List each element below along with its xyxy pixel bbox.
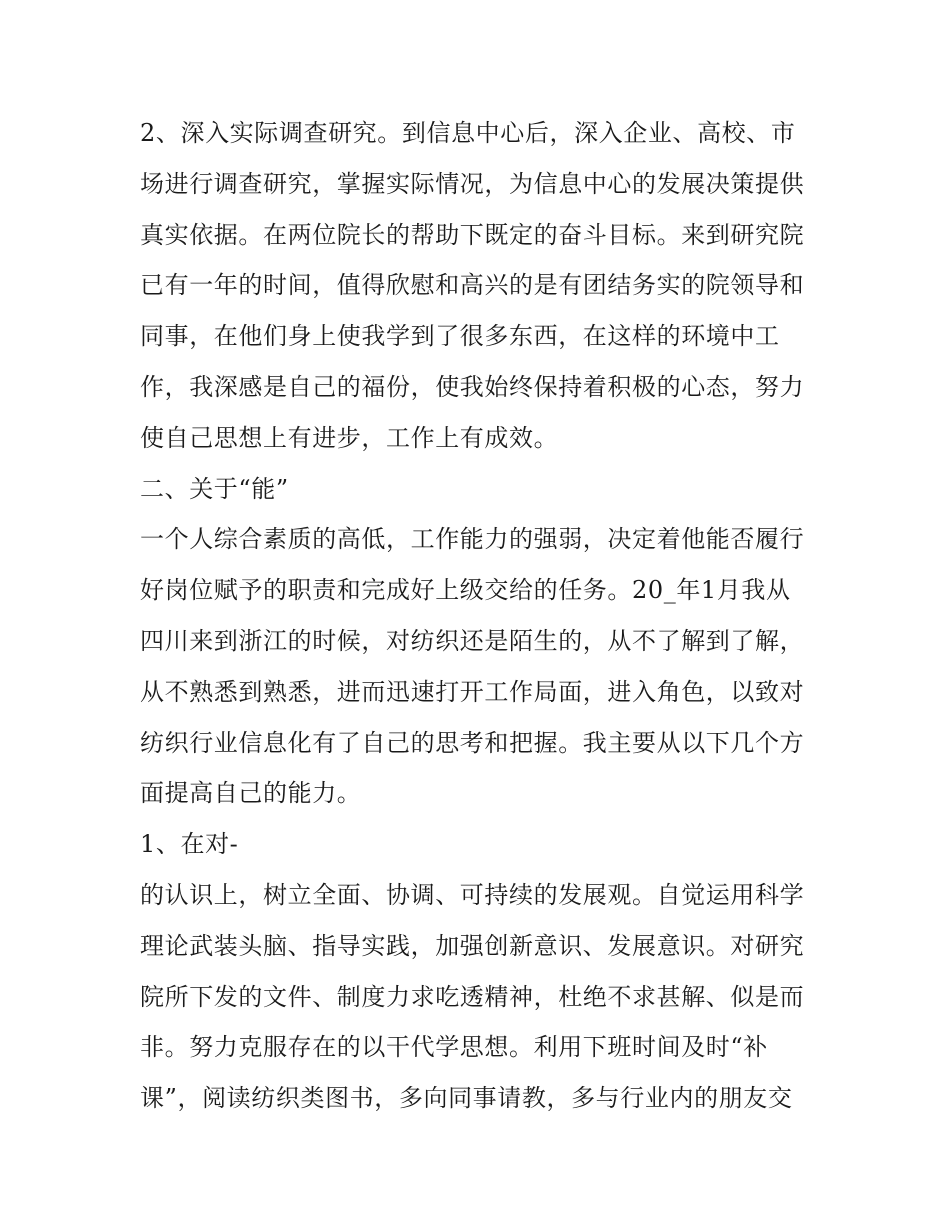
body-text bbox=[140, 108, 820, 1124]
text-line: 理论武装头脑、指导实践，加强创新意识、发展意识。对研究 bbox=[140, 931, 805, 960]
text-line: 的认识上，树立全面、协调、可持续的发展观。自觉运用科学 bbox=[140, 880, 805, 909]
text-line: 已有一年的时间，值得欣慰和高兴的是有团结务实的院领导和 bbox=[140, 271, 805, 300]
text-line: 院所下发的文件、制度力求吃透精神，杜绝不求甚解、似是而 bbox=[140, 982, 805, 1011]
text-line: 同事，在他们身上使我学到了很多东西，在这样的环境中工 bbox=[140, 322, 780, 351]
text-line: 作，我深感是自己的福份，使我始终保持着积极的心态，努力 bbox=[140, 372, 805, 401]
text-line: 使自己思想上有进步，工作上有成效。 bbox=[140, 423, 559, 452]
list-item-heading: 1、在对- bbox=[140, 830, 239, 859]
text-line: 真实依据。在两位院长的帮助下既定的奋斗目标。来到研究院 bbox=[140, 220, 805, 249]
text-line: 纺织行业信息化有了自己的思考和把握。我主要从以下几个方 bbox=[140, 728, 805, 757]
text-line: 面提高自己的能力。 bbox=[140, 779, 362, 808]
text-line: 场进行调查研究，掌握实际情况，为信息中心的发展决策提供 bbox=[140, 169, 805, 198]
text-line: 课”，阅读纺织类图书，多向同事请教，多与行业内的朋友交 bbox=[140, 1084, 793, 1113]
text-line: 2、深入实际调查研究。到信息中心后，深入企业、高校、市 bbox=[140, 119, 796, 147]
text-line: 四川来到浙江的时候，对纺织还是陌生的，从不了解到了解， bbox=[140, 626, 805, 655]
section-heading: 二、关于“能” bbox=[140, 474, 289, 503]
text-line: 好岗位赋予的职责和完成好上级交给的任务。20_年1月我从 bbox=[140, 576, 791, 605]
text-line: 从不熟悉到熟悉，进而迅速打开工作局面，进入角色，以致对 bbox=[140, 677, 805, 706]
text-line: 非。努力克服存在的以干代学思想。利用下班时间及时“补 bbox=[140, 1033, 768, 1062]
text-line: 一个人综合素质的高低，工作能力的强弱，决定着他能否履行 bbox=[140, 525, 805, 554]
